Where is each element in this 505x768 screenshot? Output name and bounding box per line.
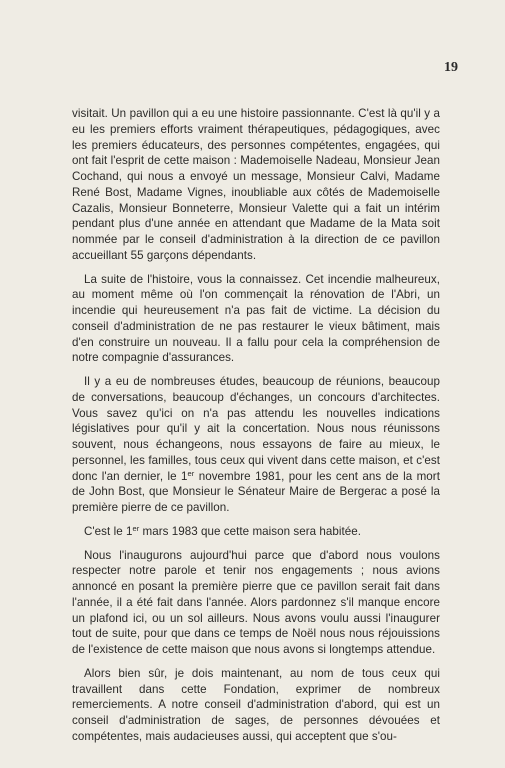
paragraph-text: mars 1983 que cette maison sera habitée. bbox=[139, 524, 362, 538]
paragraph bbox=[72, 374, 440, 516]
paragraph: La suite de l'histoire, vous la connaissez. Cet incendie malheureux, au moment même où l'on commençait la rénovation de l'Abri, un incendie qui heureusement n'a pas fait de victime. La décision du conseil d'administration de ne pas restaurer le vieux bâtiment, mais d'en construire un nouveau. Il a fallu pour cela la compréhension de notre compagnie d'assurances. bbox=[72, 272, 440, 365]
paragraph-text: C'est le 1 bbox=[84, 524, 133, 538]
paragraph: Nous l'inaugurons aujourd'hui parce que d'abord nous voulons respecter notre parole et tenir nos engagements ; nous avions annoncé en posant la première pierre que ce pavillon serait fait dans l'année, il a été fait dans l'année. Alors pardonnez s'il manque encore un plafond ici, ou un sol ailleurs. Nous avons voulu aussi l'inaugurer tout de suite, pour que dans ce temps de Noël nous nous réjouissions de l'existence de cette maison que nous avons si longtemps attendue. bbox=[72, 548, 440, 656]
ordinal-suffix: er bbox=[132, 523, 140, 533]
paragraph: Alors bien sûr, je dois maintenant, au nom de tous ceux qui travaillent dans cette Fondation, exprimer de nombreux remerciements. A notre conseil d'administration d'abord, qui est un conseil d'administration de sages, de personnes dévouées et compétentes, mais audacieuses aussi, qui acceptent que s'ou- bbox=[72, 666, 440, 743]
body-text bbox=[72, 106, 440, 753]
paragraph-text: novembre 1981, pour les cent ans de la mort de John Bost, que Monsieur le Sénateur Maire de Bergerac a posé la première pierre de ce pavillon. bbox=[72, 469, 440, 514]
paragraph: visitait. Un pavillon qui a eu une histoire passionnante. C'est là qu'il y a eu les premiers efforts vraiment thérapeutiques, pédagogiques, avec les premiers éducateurs, des personnes compétentes, engagées, qui ont fait l'esprit de cette maison : Mademoiselle Nadeau, Monsieur Jean Cochand, qui nous a envoyé un message, Monsieur Calvi, Madame René Bost, Madame Vignes, inoubliable aux côtés de Mademoiselle Cazalis, Monsieur Bonneterre, Monsieur Valette qui a fait un intérim pendant plus d'une année en attendant que Madame de la Mata soit nommée par le conseil d'administration à la direction de ce pavillon accueillant 55 garçons dépendants. bbox=[72, 107, 440, 262]
paragraph-text: Il y a eu de nombreuses études, beaucoup de réunions, beaucoup de conversations, beaucoup d'échanges, un concours d'architectes. Vous savez qu'ici on n'a pas attendu les nouvelles indications législatives pour qu'il y ait la concertation. Nous nous réunissons souvent, nous échangeons, nous essayons de faire au mieux, le personnel, les familles, tous ceux qui vivent dans cette maison, et c'est donc l'an dernier, le 1 bbox=[72, 375, 440, 483]
paragraph bbox=[72, 524, 440, 540]
ordinal-suffix: er bbox=[187, 468, 195, 478]
page-number: 19 bbox=[444, 60, 458, 75]
